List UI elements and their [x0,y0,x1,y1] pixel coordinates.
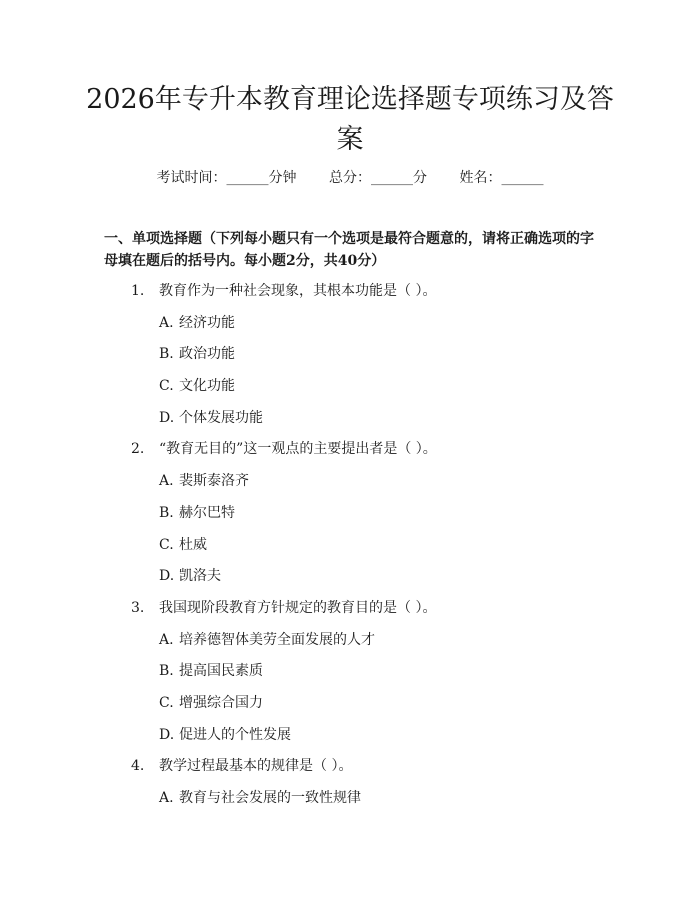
option-letter: D. [159,726,175,743]
option-letter: A. [159,314,174,331]
student-name-field: 姓名：______ [459,170,544,186]
option-letter: B. [159,504,174,521]
option-c [0,533,700,565]
option-text: 提高国民素质 [179,663,263,680]
question-list [0,279,700,818]
question-4 [0,754,700,817]
question-text: 教育作为一种社会现象，其根本功能是（ ）。 [159,283,437,299]
question-number: 2. [131,441,145,458]
option-letter: C. [159,694,174,711]
question-stem [0,437,700,469]
option-b [0,342,700,374]
question-stem [0,754,700,786]
option-letter: D. [159,568,175,585]
option-letter: C. [159,378,174,395]
option-letter: D. [159,409,175,426]
option-d [0,564,700,596]
option-text: 政治功能 [179,346,235,363]
option-d [0,406,700,438]
question-1 [0,279,700,437]
option-a [0,786,700,818]
exam-info-bar [0,168,700,188]
option-text: 杜威 [179,536,207,553]
option-a [0,469,700,501]
total-score-field: 总分：______分 [329,170,427,186]
option-text: 教育与社会发展的一致性规律 [179,790,361,806]
option-c [0,374,700,406]
option-text: 赫尔巴特 [179,504,235,521]
option-letter: C. [159,536,174,553]
option-b [0,659,700,691]
question-3 [0,596,700,754]
question-number: 1. [131,283,145,299]
option-text: 凯洛夫 [179,568,221,585]
question-text: 我国现阶段教育方针规定的教育目的是（ ）。 [159,599,437,616]
question-number: 3. [131,599,145,616]
exam-time-field: 考试时间：______分钟 [156,170,297,186]
option-letter: B. [159,663,174,680]
option-a [0,311,700,343]
question-number: 4. [131,758,145,775]
option-text: 裴斯泰洛齐 [179,473,249,490]
option-b [0,501,700,533]
option-text: 个体发展功能 [179,409,263,426]
option-d [0,723,700,755]
option-letter: A. [159,473,174,490]
option-c [0,691,700,723]
option-text: 经济功能 [179,314,235,331]
option-text: 增强综合国力 [179,694,263,711]
option-text: 促进人的个性发展 [179,726,291,743]
question-text: “教育无目的”这一观点的主要提出者是（ ）。 [159,441,437,458]
option-text: 培养德智体美劳全面发展的人才 [179,631,375,648]
question-2 [0,437,700,595]
option-text: 文化功能 [179,378,235,395]
section-heading: 一、单项选择题（下列每小题只有一个选项是最符合题意的，请将正确选项的字母填在题后的括号内。每小题2分，共40分） [104,231,594,269]
question-text: 教学过程最基本的规律是（ ）。 [159,758,353,775]
question-stem [0,596,700,628]
document-title: 2026年专升本教育理论选择题专项练习及答案 [86,84,614,155]
question-stem [0,279,700,311]
option-letter: A. [159,790,174,806]
option-letter: B. [159,346,174,363]
option-letter: A. [159,631,174,648]
option-a [0,628,700,660]
